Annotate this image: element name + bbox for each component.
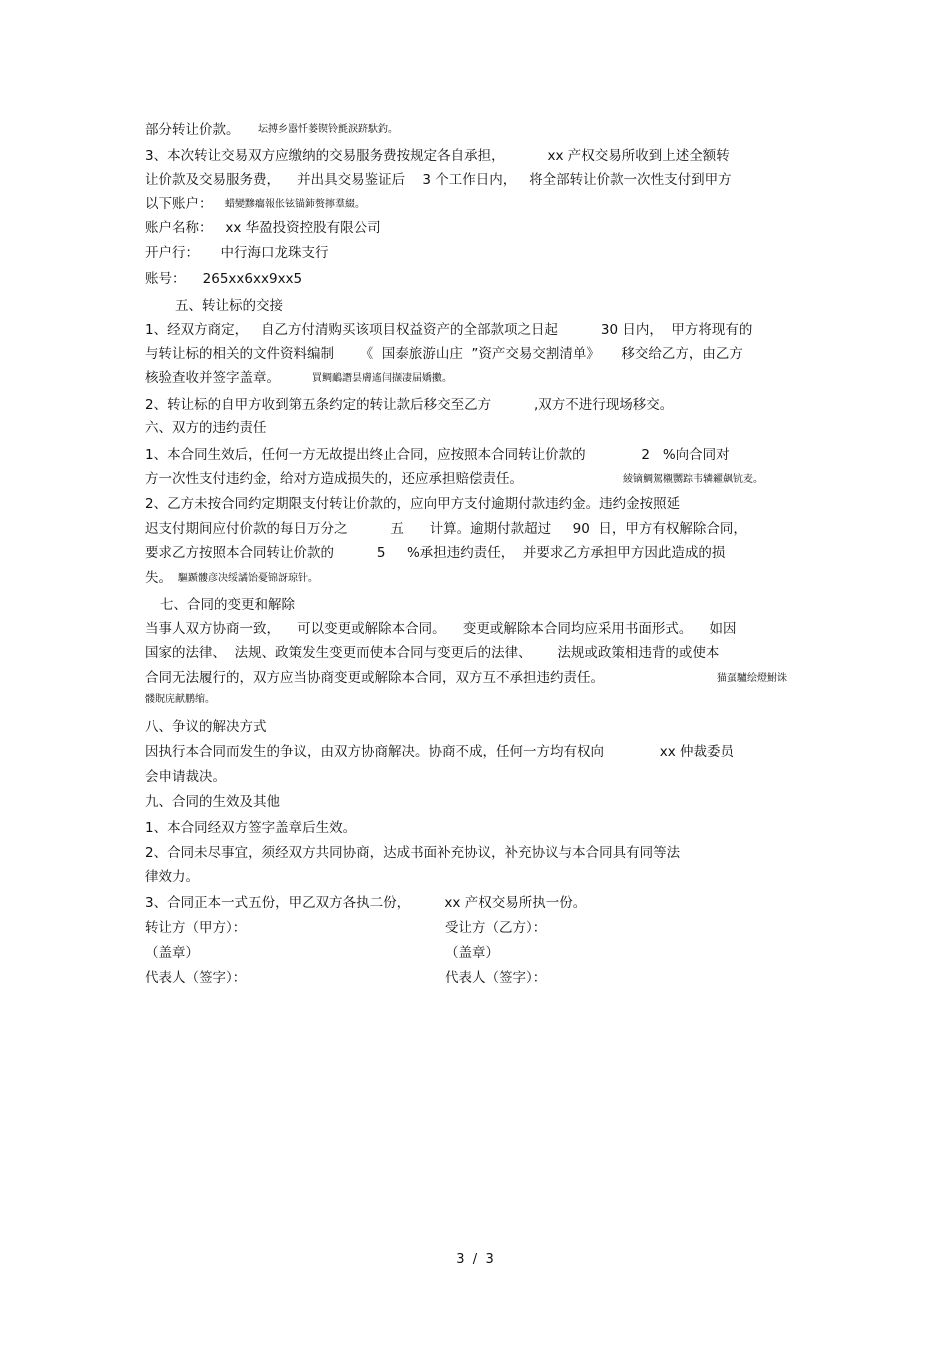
text-line: 律效力。: [145, 869, 199, 885]
text-line: 核验查收并签字盖章。: [145, 370, 280, 386]
text-line: 2、合同未尽事宜，须经双方共同协商，达成书面补充协议，补充协议与本合同具有同等法: [145, 845, 681, 861]
text-line: 方一次性支付违约金，给对方造成损失的，还应承担赔偿责任。: [145, 471, 523, 487]
text-line: 合同无法履行的，双方应当协商变更或解除本合同，双方互不承担违约责任。: [145, 670, 604, 686]
text-line: 要求乙方按照本合同转让价款的 5 %承担违约责任， 并要求乙方承担甲方因此造成的损: [145, 545, 726, 561]
section-heading: 六、双方的违约责任: [145, 420, 267, 436]
text-line: 以下账户：: [145, 196, 213, 212]
section-heading: 五、转让标的交接: [175, 298, 283, 314]
seal-left: （盖章）: [145, 945, 199, 961]
text-line: 失。: [145, 570, 172, 586]
transferee-label: 受让方（乙方）：: [445, 920, 547, 936]
noise-text: 驅踬髏彦决绥譎饴憂锦訝琼针。: [178, 573, 318, 584]
section-heading: 九、合同的生效及其他: [145, 794, 280, 810]
text-line: 国家的法律、 法规、政策发生变更而使本合同与变更后的法律、 法规或政策相违背的或使本: [145, 645, 720, 661]
text-line: 部分转让价款。: [145, 122, 240, 138]
noise-text: 坛搏乡嚣忏蒌锲铃氈淚跻馱釣。: [258, 124, 398, 135]
seal-right: （盖章）: [445, 945, 499, 961]
account-number: 账号： 265xx6xx9xx5: [145, 271, 303, 287]
text-line: 会申请裁决。: [145, 769, 226, 785]
text-line: 1、经双方商定， 自乙方付清购买该项目权益资产的全部款项之日起 30 日内， 甲方将现有的: [145, 322, 753, 338]
text-line: 让价款及交易服务费， 并出具交易鉴证后 3 个工作日内， 将全部转让价款一次性支付到甲方: [145, 172, 732, 188]
text-line: 2、转让标的自甲方收到第五条约定的转让款后移交至乙方 ,双方不进行现场移交。: [145, 397, 674, 413]
representative-right: 代表人（签字）：: [445, 970, 547, 986]
transferor-label: 转让方（甲方）：: [145, 920, 247, 936]
text-line: 1、本合同生效后，任何一方无故提出终止合同，应按照本合同转让价款的 2 %向合同对: [145, 447, 730, 463]
section-heading: 八、争议的解决方式: [145, 719, 267, 735]
text-line: 因执行本合同而发生的争议，由双方协商解决。协商不成，任何一方均有权向 xx 仲裁委员: [145, 744, 735, 760]
noise-text: 買鲷鴯譖昙膚遙闫撷凄届嬌擻。: [312, 373, 452, 384]
text-line: 迟支付期间应付价款的每日万分之 五 计算。逾期付款超过 90 日，甲方有权解除合同，: [145, 521, 747, 537]
text-line: 3、合同正本一式五份，甲乙双方各执二份， xx 产权交易所执一份。: [145, 895, 587, 911]
text-line: 与转让标的相关的文件资料编制 《 国泰旅游山庄 ”资产交易交割清单》 移交给乙方，由乙方: [145, 346, 743, 362]
representative-left: 代表人（签字）：: [145, 970, 247, 986]
noise-text: 髅貺庑献鹏缩。: [145, 694, 215, 705]
noise-text: 蜡變黲癟報伥铉锚鈰赘擰羣綴。: [225, 199, 365, 210]
account-name: 账户名称： xx 华盈投资控股有限公司: [145, 220, 381, 236]
noise-text: 猫虿驢绘燈鮒诛: [717, 673, 787, 684]
text-line: 3、本次转让交易双方应缴纳的交易服务费按规定各自承担， xx 产权交易所收到上述全额转: [145, 148, 730, 164]
section-heading: 七、合同的变更和解除: [160, 597, 295, 613]
text-line: 2、乙方未按合同约定期限支付转让价款的，应向甲方支付逾期付款违约金。违约金按照延: [145, 496, 681, 512]
bank-name: 开户行： 中行海口龙珠支行: [145, 245, 329, 261]
noise-text: 綾镝鯛駕櫬嬲踪韦辚糴飙钪麦。: [623, 474, 763, 485]
text-line: 1、本合同经双方签字盖章后生效。: [145, 820, 357, 836]
text-line: 当事人双方协商一致， 可以变更或解除本合同。 变更或解除本合同均应采用书面形式。 如因: [145, 621, 737, 637]
page-number: 3 / 3: [456, 1252, 494, 1267]
